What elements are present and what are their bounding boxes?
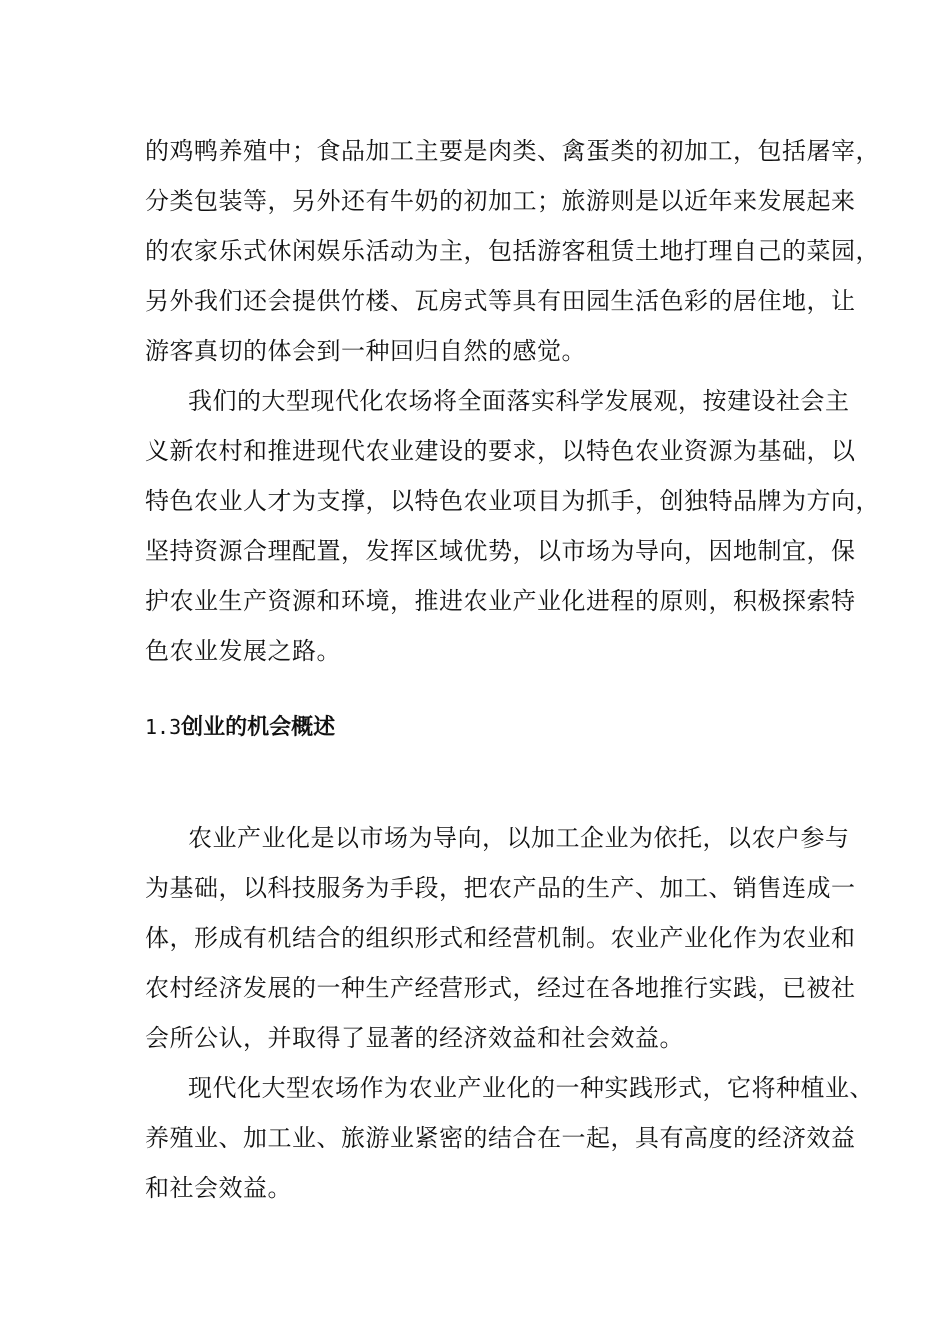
body-line: 游客真切的体会到一种回归自然的感觉。 bbox=[145, 337, 586, 365]
body-line: 会所公认，并取得了显著的经济效益和社会效益。 bbox=[145, 1024, 684, 1052]
body-line: 义新农村和推进现代农业建设的要求，以特色农业资源为基础，以 bbox=[145, 437, 856, 465]
body-line: 农业产业化是以市场为导向，以加工企业为依托，以农户参与 bbox=[188, 824, 850, 852]
body-line: 分类包装等，另外还有牛奶的初加工；旅游则是以近年来发展起来 bbox=[145, 187, 856, 215]
body-line: 特色农业人才为支撑，以特色农业项目为抓手，创独特品牌为方向， bbox=[145, 487, 880, 515]
section-title: 创业的机会概述 bbox=[181, 715, 336, 740]
section-heading bbox=[145, 712, 335, 743]
body-line: 现代化大型农场作为农业产业化的一种实践形式，它将种植业、 bbox=[188, 1074, 874, 1102]
body-line: 另外我们还会提供竹楼、瓦房式等具有田园生活色彩的居住地，让 bbox=[145, 287, 856, 315]
body-line: 养殖业、加工业、旅游业紧密的结合在一起，具有高度的经济效益 bbox=[145, 1124, 856, 1152]
body-line: 护农业生产资源和环境，推进农业产业化进程的原则，积极探索特 bbox=[145, 587, 856, 615]
body-line: 和社会效益。 bbox=[145, 1174, 292, 1202]
body-line: 的鸡鸭养殖中；食品加工主要是肉类、禽蛋类的初加工，包括屠宰， bbox=[145, 137, 880, 165]
body-line: 我们的大型现代化农场将全面落实科学发展观，按建设社会主 bbox=[188, 387, 850, 415]
body-line: 为基础，以科技服务为手段，把农产品的生产、加工、销售连成一 bbox=[145, 874, 856, 902]
body-line: 的农家乐式休闲娱乐活动为主，包括游客租赁土地打理自己的菜园， bbox=[145, 237, 880, 265]
body-line: 色农业发展之路。 bbox=[145, 637, 341, 665]
section-number: 1.3 bbox=[145, 715, 182, 739]
body-line: 坚持资源合理配置，发挥区域优势，以市场为导向，因地制宜，保 bbox=[145, 537, 856, 565]
body-line: 农村经济发展的一种生产经营形式，经过在各地推行实践，已被社 bbox=[145, 974, 856, 1002]
body-line: 体，形成有机结合的组织形式和经营机制。农业产业化作为农业和 bbox=[145, 924, 856, 952]
